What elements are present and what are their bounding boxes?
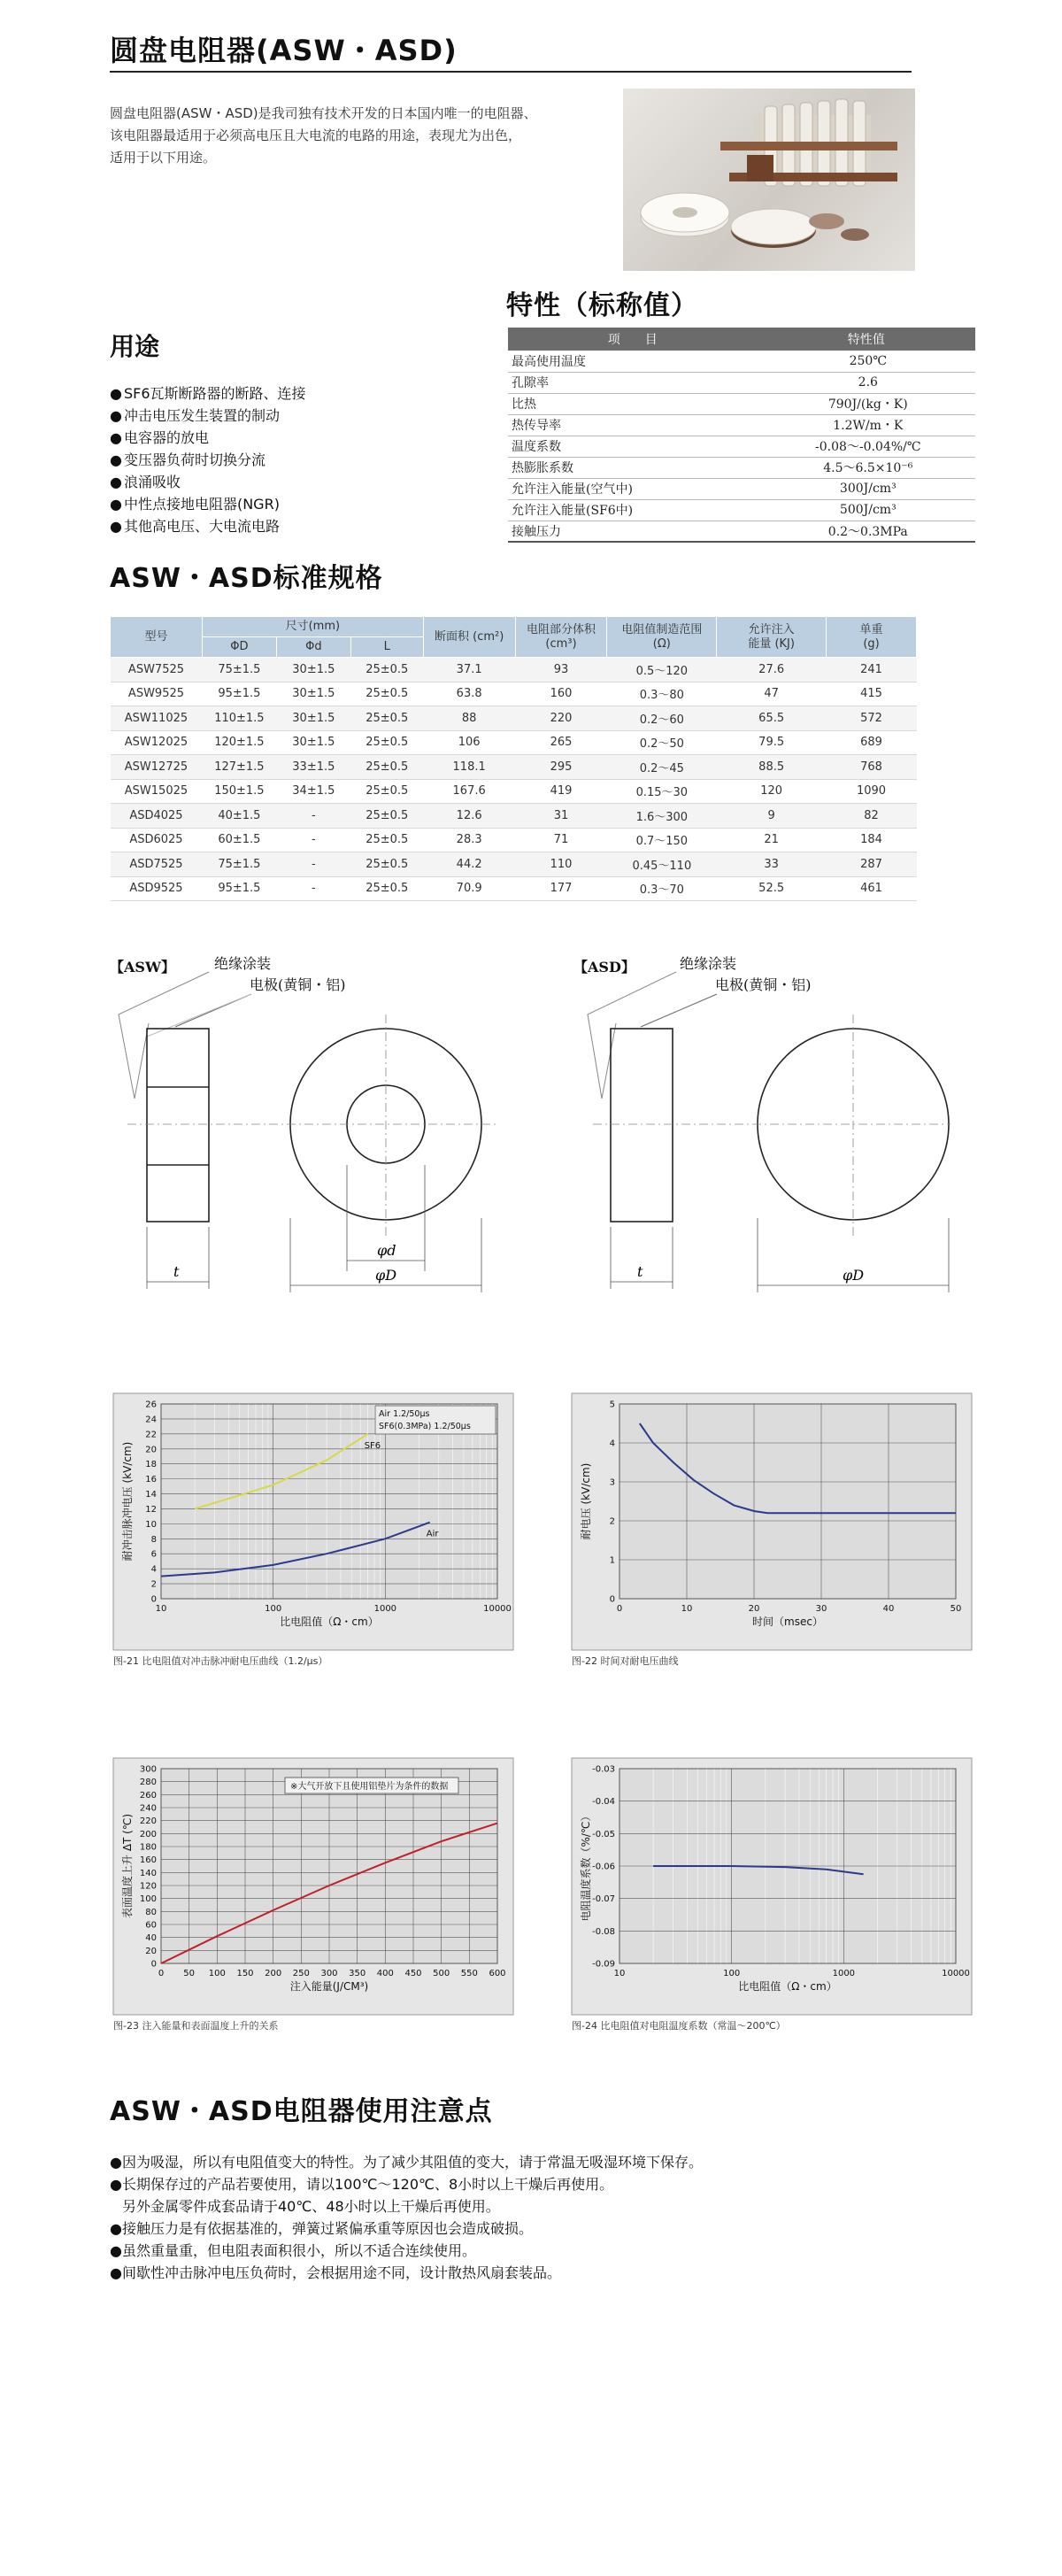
property-name: 热膨胀系数	[508, 457, 758, 478]
spec-area: 63.8	[423, 682, 515, 706]
spec-header-volume: 电阻部分体积 (cm³)	[515, 617, 607, 658]
y-tick-label: -0.03	[592, 1764, 615, 1775]
spec-header-model: 型号	[111, 617, 203, 658]
y-tick-label: 1	[609, 1555, 615, 1566]
spec-area: 167.6	[423, 779, 515, 804]
spec-model: ASW9525	[111, 682, 203, 706]
uses-list	[110, 382, 306, 537]
x-tick-label: 40	[882, 1604, 895, 1614]
asd-drawing	[573, 955, 950, 1292]
x-tick-label: 1000	[832, 1969, 856, 1978]
table-row	[508, 414, 975, 436]
property-value: 790J/(kg・K)	[758, 393, 975, 414]
asw-dim-inner: φd	[377, 1242, 396, 1259]
uses-title: 用途	[110, 332, 160, 361]
series-label: SF6	[364, 1440, 381, 1451]
x-tick-label: 10000	[483, 1604, 512, 1614]
asd-dim-outer: φD	[843, 1267, 865, 1284]
note-item: ● 长期保存过的产品若要使用，请以100℃～120℃、8小时以上干燥后再使用。	[110, 2173, 703, 2195]
intro-line: 圆盘电阻器(ASW・ASD)是我司独有技术开发的日本国内唯一的电阻器、	[110, 105, 537, 121]
y-tick-label: 5	[609, 1400, 615, 1410]
spec-volume: 419	[515, 779, 607, 804]
spec-header-energy-line: 能量 (KJ)	[748, 636, 795, 651]
spec-length: 25±0.5	[350, 682, 423, 706]
spec-energy: 47	[717, 682, 827, 706]
x-tick-label: 100	[723, 1969, 741, 1978]
asd-coating-label: 绝缘涂装	[680, 955, 737, 972]
spec-area: 106	[423, 730, 515, 755]
x-tick-label: 50	[183, 1969, 196, 1978]
spec-header-length: L	[350, 637, 423, 658]
y-tick-label: 4	[150, 1564, 157, 1575]
spec-volume: 295	[515, 755, 607, 780]
list-item: ● 其他高电压、大电流电路	[110, 515, 306, 537]
spec-outer-diameter: 127±1.5	[202, 755, 276, 780]
spec-length: 25±0.5	[350, 755, 423, 780]
properties-table	[508, 328, 975, 543]
property-value: 4.5～6.5×10⁻⁶	[758, 457, 975, 478]
property-value: 300J/cm³	[758, 478, 975, 499]
x-tick-label: 150	[236, 1969, 254, 1978]
spec-table	[110, 616, 917, 901]
property-name: 孔隙率	[508, 372, 758, 393]
spec-range: 0.2～45	[607, 755, 717, 780]
spec-header-weight-line: (g)	[863, 636, 880, 651]
spec-energy: 9	[717, 804, 827, 829]
x-tick-label: 300	[320, 1969, 338, 1978]
spec-outer-diameter: 150±1.5	[202, 779, 276, 804]
property-value: -0.08～-0.04%/℃	[758, 436, 975, 457]
notes-list	[110, 2151, 703, 2284]
spec-energy: 88.5	[717, 755, 827, 780]
y-tick-label: 80	[145, 1907, 157, 1917]
spec-length: 25±0.5	[350, 730, 423, 755]
chart-fig24	[568, 1755, 975, 2038]
property-value: 0.2～0.3MPa	[758, 521, 975, 542]
asw-tag: 【ASW】	[110, 959, 175, 976]
spec-energy: 52.5	[717, 876, 827, 901]
y-tick-label: 200	[139, 1829, 157, 1839]
chart-caption: 图-22 时间对耐电压曲线	[572, 1655, 679, 1667]
table-row	[508, 457, 975, 478]
spec-volume: 110	[515, 852, 607, 877]
x-tick-label: 550	[460, 1969, 478, 1978]
chart-caption: 图-24 比电阻值对电阻温度系数（常温～200℃）	[572, 2020, 786, 2032]
spec-model: ASD6025	[111, 828, 203, 852]
list-item: ● 冲击电压发生装置的制动	[110, 405, 306, 427]
y-tick-label: 22	[145, 1430, 157, 1440]
spec-range: 1.6～300	[607, 804, 717, 829]
x-tick-label: 10	[155, 1604, 167, 1614]
property-name: 允许注入能量(空气中)	[508, 478, 758, 499]
properties-title: 特性（标称值）	[506, 290, 698, 321]
spec-range: 0.15～30	[607, 779, 717, 804]
x-tick-label: 450	[404, 1969, 422, 1978]
x-axis-label: 时间（msec）	[752, 1616, 823, 1628]
asw-dim-outer: φD	[375, 1267, 397, 1284]
spec-model: ASW12725	[111, 755, 203, 780]
y-tick-label: 140	[139, 1868, 157, 1878]
spec-weight: 241	[827, 658, 917, 683]
spec-volume: 31	[515, 804, 607, 829]
list-item: ● 中性点接地电阻器(NGR)	[110, 493, 306, 515]
property-value: 2.6	[758, 372, 975, 393]
spec-range: 0.2～50	[607, 730, 717, 755]
y-tick-label: 220	[139, 1816, 157, 1827]
spec-header-range	[607, 617, 717, 658]
y-tick-label: 160	[139, 1855, 157, 1866]
spec-outer-diameter: 95±1.5	[202, 682, 276, 706]
spec-range: 0.2～60	[607, 706, 717, 731]
x-tick-label: 10000	[942, 1969, 970, 1978]
spec-outer-diameter: 75±1.5	[202, 852, 276, 877]
properties-header-item: 项 目	[508, 328, 758, 351]
note-item: ● 间歇性冲击脉冲电压负荷时，会根据用途不同，设计散热风扇套装品。	[110, 2262, 703, 2284]
y-tick-label: 20	[145, 1946, 157, 1956]
intro-line: 该电阻器最适用于必须高电压且大电流的电路的用途，表现尤为出色，	[110, 127, 522, 143]
asw-electrode-label: 电极(黄铜・铝)	[250, 976, 346, 993]
spec-model: ASW12025	[111, 730, 203, 755]
spec-area: 28.3	[423, 828, 515, 852]
x-axis-label: 比电阻值（Ω・cm）	[738, 1980, 837, 1993]
series-label: Air	[426, 1529, 439, 1539]
spec-header-range-line: (Ω)	[652, 636, 671, 651]
note-item: ● 接触压力是有依据基准的，弹簧过紧偏承重等原因也会造成破损。	[110, 2217, 703, 2240]
asd-tag: 【ASD】	[573, 959, 635, 976]
spec-outer-diameter: 75±1.5	[202, 658, 276, 683]
table-row	[111, 706, 917, 731]
spec-energy: 79.5	[717, 730, 827, 755]
note-item: ● 虽然重量重，但电阻表面积很小，所以不适合连续使用。	[110, 2240, 703, 2262]
y-tick-label: -0.05	[592, 1829, 615, 1839]
spec-inner-diameter: -	[276, 852, 350, 877]
y-tick-label: 16	[145, 1475, 157, 1485]
table-row	[508, 521, 975, 542]
x-tick-label: 50	[950, 1604, 962, 1614]
y-tick-label: -0.04	[592, 1797, 615, 1808]
spec-volume: 265	[515, 730, 607, 755]
asw-dim-t: t	[173, 1263, 180, 1280]
property-value: 1.2W/m・K	[758, 414, 975, 436]
y-axis-label: 表面温度上升 ΔT (℃)	[121, 1813, 134, 1919]
asw-drawing	[110, 955, 499, 1292]
spec-range: 0.3～70	[607, 876, 717, 901]
note-item: 另外金属零件成套品请于40℃、48小时以上干燥后再使用。	[122, 2198, 500, 2215]
y-tick-label: 2	[609, 1516, 615, 1527]
spec-weight: 1090	[827, 779, 917, 804]
spec-weight: 689	[827, 730, 917, 755]
y-tick-label: 0	[150, 1594, 157, 1605]
product-photo	[623, 89, 915, 271]
x-tick-label: 30	[815, 1604, 827, 1614]
y-tick-label: -0.09	[592, 1959, 615, 1970]
table-row	[508, 351, 975, 372]
spec-length: 25±0.5	[350, 852, 423, 877]
y-tick-label: 180	[139, 1842, 157, 1853]
y-tick-label: 240	[139, 1803, 157, 1814]
y-tick-label: 18	[145, 1460, 157, 1470]
spec-length: 25±0.5	[350, 828, 423, 852]
intro-text	[110, 103, 605, 169]
spec-area: 37.1	[423, 658, 515, 683]
y-tick-label: 120	[139, 1881, 157, 1892]
spec-weight: 572	[827, 706, 917, 731]
dimension-drawings	[110, 953, 950, 1307]
spec-header-inner-diameter: Φd	[276, 637, 350, 658]
spec-weight: 768	[827, 755, 917, 780]
spec-header-energy-line: 允许注入	[748, 622, 795, 636]
y-tick-label: -0.08	[592, 1926, 615, 1937]
spec-header-outer-diameter: ΦD	[202, 637, 276, 658]
y-tick-label: 8	[150, 1534, 157, 1545]
table-row	[111, 730, 917, 755]
y-tick-label: 0	[150, 1959, 157, 1970]
page-title: 圆盘电阻器(ASW・ASD)	[110, 34, 458, 67]
list-item: ● 变压器负荷时切换分流	[110, 449, 306, 471]
spec-energy: 27.6	[717, 658, 827, 683]
note-item: ● 因为吸湿，所以有电阻值变大的特性。为了减少其阻值的变大，请于常温无吸湿环境下保存。	[110, 2151, 703, 2173]
x-tick-label: 350	[349, 1969, 366, 1978]
x-tick-label: 600	[489, 1969, 506, 1978]
spec-volume: 93	[515, 658, 607, 683]
x-axis-label: 比电阻值（Ω・cm）	[280, 1616, 379, 1628]
asd-dim-t: t	[637, 1263, 643, 1280]
spec-weight: 82	[827, 804, 917, 829]
spec-volume: 160	[515, 682, 607, 706]
property-name: 允许注入能量(SF6中)	[508, 499, 758, 521]
x-tick-label: 400	[376, 1969, 394, 1978]
spec-range: 0.45～110	[607, 852, 717, 877]
spec-length: 25±0.5	[350, 658, 423, 683]
spec-model: ASD4025	[111, 804, 203, 829]
y-tick-label: 260	[139, 1790, 157, 1801]
property-name: 热传导率	[508, 414, 758, 436]
spec-inner-diameter: 30±1.5	[276, 706, 350, 731]
x-tick-label: 20	[748, 1604, 760, 1614]
table-row	[508, 393, 975, 414]
y-tick-label: 60	[145, 1920, 157, 1931]
y-tick-label: 26	[145, 1400, 157, 1410]
x-tick-label: 0	[616, 1604, 623, 1614]
spec-model: ASW7525	[111, 658, 203, 683]
y-tick-label: 12	[145, 1504, 157, 1515]
table-row	[111, 779, 917, 804]
spec-model: ASW11025	[111, 706, 203, 731]
table-row	[508, 499, 975, 521]
property-value: 500J/cm³	[758, 499, 975, 521]
y-tick-label: 100	[139, 1894, 157, 1905]
spec-weight: 415	[827, 682, 917, 706]
spec-area: 12.6	[423, 804, 515, 829]
spec-range: 0.5～120	[607, 658, 717, 683]
x-tick-label: 500	[433, 1969, 450, 1978]
y-tick-label: 3	[609, 1477, 615, 1488]
property-name: 比热	[508, 393, 758, 414]
spec-header-energy	[717, 617, 827, 658]
spec-inner-diameter: 34±1.5	[276, 779, 350, 804]
spec-header-range-line: 电阻值制造范围	[621, 622, 703, 636]
spec-inner-diameter: 30±1.5	[276, 682, 350, 706]
chart-caption: 图-21 比电阻值对冲击脉冲耐电压曲线（1.2/μs）	[113, 1655, 328, 1667]
property-value: 250℃	[758, 351, 975, 372]
spec-outer-diameter: 120±1.5	[202, 730, 276, 755]
x-tick-label: 10	[613, 1969, 626, 1978]
table-row	[111, 876, 917, 901]
spec-energy: 120	[717, 779, 827, 804]
table-row	[111, 658, 917, 683]
asw-coating-label: 绝缘涂装	[214, 955, 272, 972]
y-tick-label: 2	[150, 1579, 157, 1590]
spec-length: 25±0.5	[350, 804, 423, 829]
table-row	[111, 828, 917, 852]
spec-weight: 461	[827, 876, 917, 901]
spec-model: ASW15025	[111, 779, 203, 804]
y-axis-label: 耐电压 (kV/cm)	[580, 1462, 592, 1540]
property-name: 最高使用温度	[508, 351, 758, 372]
y-tick-label: 24	[145, 1415, 157, 1425]
property-name: 温度系数	[508, 436, 758, 457]
spec-weight: 184	[827, 828, 917, 852]
chart-fig21	[110, 1390, 517, 1673]
chart-caption: 图-23 注入能量和表面温度上升的关系	[113, 2020, 279, 2032]
y-tick-label: 20	[145, 1445, 157, 1455]
notes-title: ASW・ASD电阻器使用注意点	[110, 2096, 493, 2127]
list-item: ● 电容器的放电	[110, 427, 306, 449]
spec-length: 25±0.5	[350, 876, 423, 901]
spec-range: 0.7～150	[607, 828, 717, 852]
table-row	[111, 852, 917, 877]
spec-header-size: 尺寸(mm)	[202, 617, 423, 637]
intro-line: 适用于以下用途。	[110, 150, 217, 166]
table-row	[111, 804, 917, 829]
spec-header-weight-line: 单重	[859, 622, 883, 636]
asd-electrode-label: 电极(黄铜・铝)	[715, 976, 812, 993]
spec-volume: 71	[515, 828, 607, 852]
spec-outer-diameter: 60±1.5	[202, 828, 276, 852]
table-row	[508, 372, 975, 393]
table-row	[111, 682, 917, 706]
x-tick-label: 1000	[373, 1604, 397, 1614]
spec-area: 118.1	[423, 755, 515, 780]
spec-model: ASD9525	[111, 876, 203, 901]
x-tick-label: 250	[292, 1969, 310, 1978]
spec-energy: 65.5	[717, 706, 827, 731]
y-tick-label: -0.06	[592, 1862, 615, 1872]
table-row	[508, 436, 975, 457]
legend-entry: SF6(0.3MPa) 1.2/50μs	[379, 1422, 471, 1431]
spec-area: 44.2	[423, 852, 515, 877]
x-axis-label: 注入能量(J/CM³)	[289, 1980, 369, 1993]
y-tick-label: 4	[609, 1438, 615, 1449]
spec-title: ASW・ASD标准规格	[110, 563, 383, 594]
y-tick-label: 14	[145, 1490, 157, 1500]
y-tick-label: -0.07	[592, 1894, 615, 1905]
x-tick-label: 10	[681, 1604, 693, 1614]
spec-inner-diameter: 33±1.5	[276, 755, 350, 780]
spec-length: 25±0.5	[350, 779, 423, 804]
y-axis-label: 电阻温度系数（%/℃）	[580, 1810, 592, 1922]
list-item: ● 浪涌吸收	[110, 471, 306, 493]
x-tick-label: 0	[158, 1969, 165, 1978]
spec-outer-diameter: 40±1.5	[202, 804, 276, 829]
spec-header-weight	[827, 617, 917, 658]
property-name: 接触压力	[508, 521, 758, 542]
table-row	[111, 755, 917, 780]
table-row	[508, 478, 975, 499]
x-tick-label: 100	[208, 1969, 226, 1978]
spec-length: 25±0.5	[350, 706, 423, 731]
plot-area	[620, 1404, 956, 1599]
spec-outer-diameter: 95±1.5	[202, 876, 276, 901]
spec-area: 70.9	[423, 876, 515, 901]
y-tick-label: 40	[145, 1933, 157, 1944]
spec-inner-diameter: -	[276, 804, 350, 829]
title-divider	[110, 71, 912, 73]
spec-weight: 287	[827, 852, 917, 877]
spec-inner-diameter: -	[276, 876, 350, 901]
legend-entry: Air 1.2/50μs	[379, 1409, 430, 1419]
y-tick-label: 300	[139, 1764, 157, 1775]
spec-outer-diameter: 110±1.5	[202, 706, 276, 731]
spec-inner-diameter: 30±1.5	[276, 658, 350, 683]
spec-range: 0.3～80	[607, 682, 717, 706]
list-item: ● SF6瓦斯断路器的断路、连接	[110, 382, 306, 405]
annotation-text: ※大气开放下且使用铝垫片为条件的数据	[290, 1782, 449, 1792]
spec-inner-diameter: -	[276, 828, 350, 852]
spec-volume: 220	[515, 706, 607, 731]
chart-fig22	[568, 1390, 975, 1673]
y-tick-label: 10	[145, 1519, 157, 1530]
spec-area: 88	[423, 706, 515, 731]
x-tick-label: 100	[265, 1604, 282, 1614]
spec-energy: 33	[717, 852, 827, 877]
y-tick-label: 280	[139, 1778, 157, 1788]
spec-inner-diameter: 30±1.5	[276, 730, 350, 755]
spec-energy: 21	[717, 828, 827, 852]
properties-header-value: 特性值	[758, 328, 975, 351]
spec-volume: 177	[515, 876, 607, 901]
spec-model: ASD7525	[111, 852, 203, 877]
y-tick-label: 6	[150, 1549, 157, 1560]
y-axis-label: 耐冲击脉冲电压 (kV/cm)	[121, 1441, 134, 1562]
x-tick-label: 200	[265, 1969, 282, 1978]
spec-header-area: 断面积 (cm²)	[423, 617, 515, 658]
chart-fig23	[110, 1755, 517, 2038]
y-tick-label: 0	[609, 1594, 615, 1605]
